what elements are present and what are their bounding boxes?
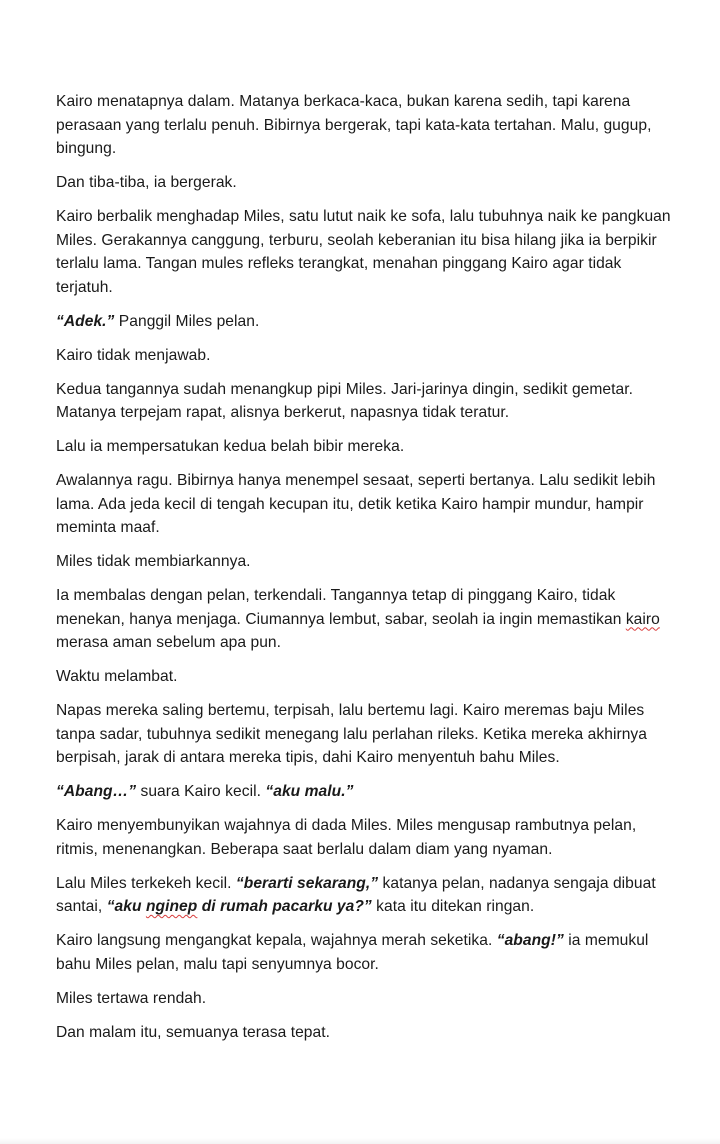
paragraph-17: Miles tertawa rendah. bbox=[56, 989, 207, 1007]
paragraph-14: Kairo menyembunyikan wajahnya di dada Miles. Miles mengusap rambutnya pelan, ritmis, menenangkan. Beberapa saat berlalu dalam diam yang nyaman. bbox=[56, 817, 637, 858]
narration: ia memukul bahu Miles pelan, malu tapi senyumnya bocor. bbox=[56, 932, 649, 973]
paragraph-11: Waktu melambat. bbox=[56, 668, 178, 685]
narration: Lalu Miles terkekeh kecil. bbox=[56, 874, 236, 892]
text-segment: merasa aman sebelum apa pun. bbox=[56, 634, 282, 651]
narration: katanya pelan, nadanya sengaja dibuat santai, bbox=[56, 874, 656, 915]
dialogue-start: “aku bbox=[106, 898, 146, 915]
narration: kata itu ditekan ringan. bbox=[371, 898, 535, 915]
paragraph-12: Napas mereka saling bertemu, terpisah, lalu bertemu lagi. Kairo meremas baju Miles tanpa sadar, tubuhnya sedikit menegang lalu perlahan rileks. Ketika mereka akhirnya berpisah, jarak di antara mereka tipis, dahi Kairo menyentuh bahu Miles. bbox=[56, 702, 648, 766]
paragraph-2: Dan tiba-tiba, ia bergerak. bbox=[56, 174, 237, 191]
paragraph-8: Awalannya ragu. Bibirnya hanya menempel sesaat, seperti bertanya. Lalu sedikit lebih lama. Ada jeda kecil di tengah kecupan itu, detik ketika Kairo hampir mundur, hampir meminta maaf. bbox=[56, 472, 656, 536]
paragraph-6: Kedua tangannya sudah menangkup pipi Miles. Jari-jarinya dingin, sedikit gemetar. Matanya terpejam rapat, alisnya berkerut, napasnya tidak teratur. bbox=[56, 380, 634, 421]
spellcheck-flagged-word[interactable]: nginep bbox=[145, 898, 198, 915]
dialogue-aku-malu: “aku malu.” bbox=[265, 783, 354, 800]
paragraph-3: Kairo berbalik menghadap Miles, satu lutut naik ke sofa, lalu tubuhnya naik ke pangkuan Miles. Gerakannya canggung, terburu, seolah keberanian itu bisa hilang jika ia berpikir terlalu lama. Tangan mules refleks terangkat, menahan pinggang Kairo agar tidak terjatuh. bbox=[56, 208, 671, 296]
narration: Kairo langsung mengangkat kepala, wajahnya merah seketika. bbox=[56, 932, 497, 949]
paragraph-5: Kairo tidak menjawab. bbox=[56, 346, 211, 364]
dialogue-abang: “Abang…” bbox=[56, 783, 137, 800]
paragraph-9: Miles tidak membiarkannya. bbox=[56, 553, 251, 570]
paragraph-7: Lalu ia mempersatukan kedua belah bibir mereka. bbox=[56, 438, 405, 455]
narration: suara Kairo kecil. bbox=[136, 783, 266, 800]
paragraph-15 bbox=[56, 872, 680, 919]
paragraph-4 bbox=[56, 310, 680, 334]
narration: Panggil Miles pelan. bbox=[114, 312, 260, 330]
paragraph-13 bbox=[56, 780, 680, 804]
page-bottom-edge bbox=[0, 1138, 720, 1144]
paragraph-10 bbox=[56, 584, 680, 655]
text-segment: Ia membalas dengan pelan, terkendali. Tangannya tetap di pinggang Kairo, tidak menekan, hanya menjaga. Ciumannya lembut, sabar, seolah ia ingin memastikan bbox=[56, 587, 626, 628]
dialogue-abang-exclaim: “abang!” bbox=[496, 932, 564, 949]
spellcheck-flagged-word[interactable]: kairo bbox=[625, 610, 660, 628]
dialogue-berarti-sekarang: “berarti sekarang,” bbox=[235, 874, 379, 892]
paragraph-16 bbox=[56, 929, 680, 976]
dialogue-end: di rumah pacarku ya?” bbox=[197, 898, 372, 915]
paragraph-18: Dan malam itu, semuanya terasa tepat. bbox=[56, 1023, 331, 1041]
dialogue-adek: “Adek.” bbox=[56, 312, 115, 330]
paragraph-1: Kairo menatapnya dalam. Matanya berkaca-kaca, bukan karena sedih, tapi karena perasaan yang terlalu penuh. Bibirnya bergerak, tapi kata-kata tertahan. Malu, gugup, bingung. bbox=[56, 93, 652, 157]
